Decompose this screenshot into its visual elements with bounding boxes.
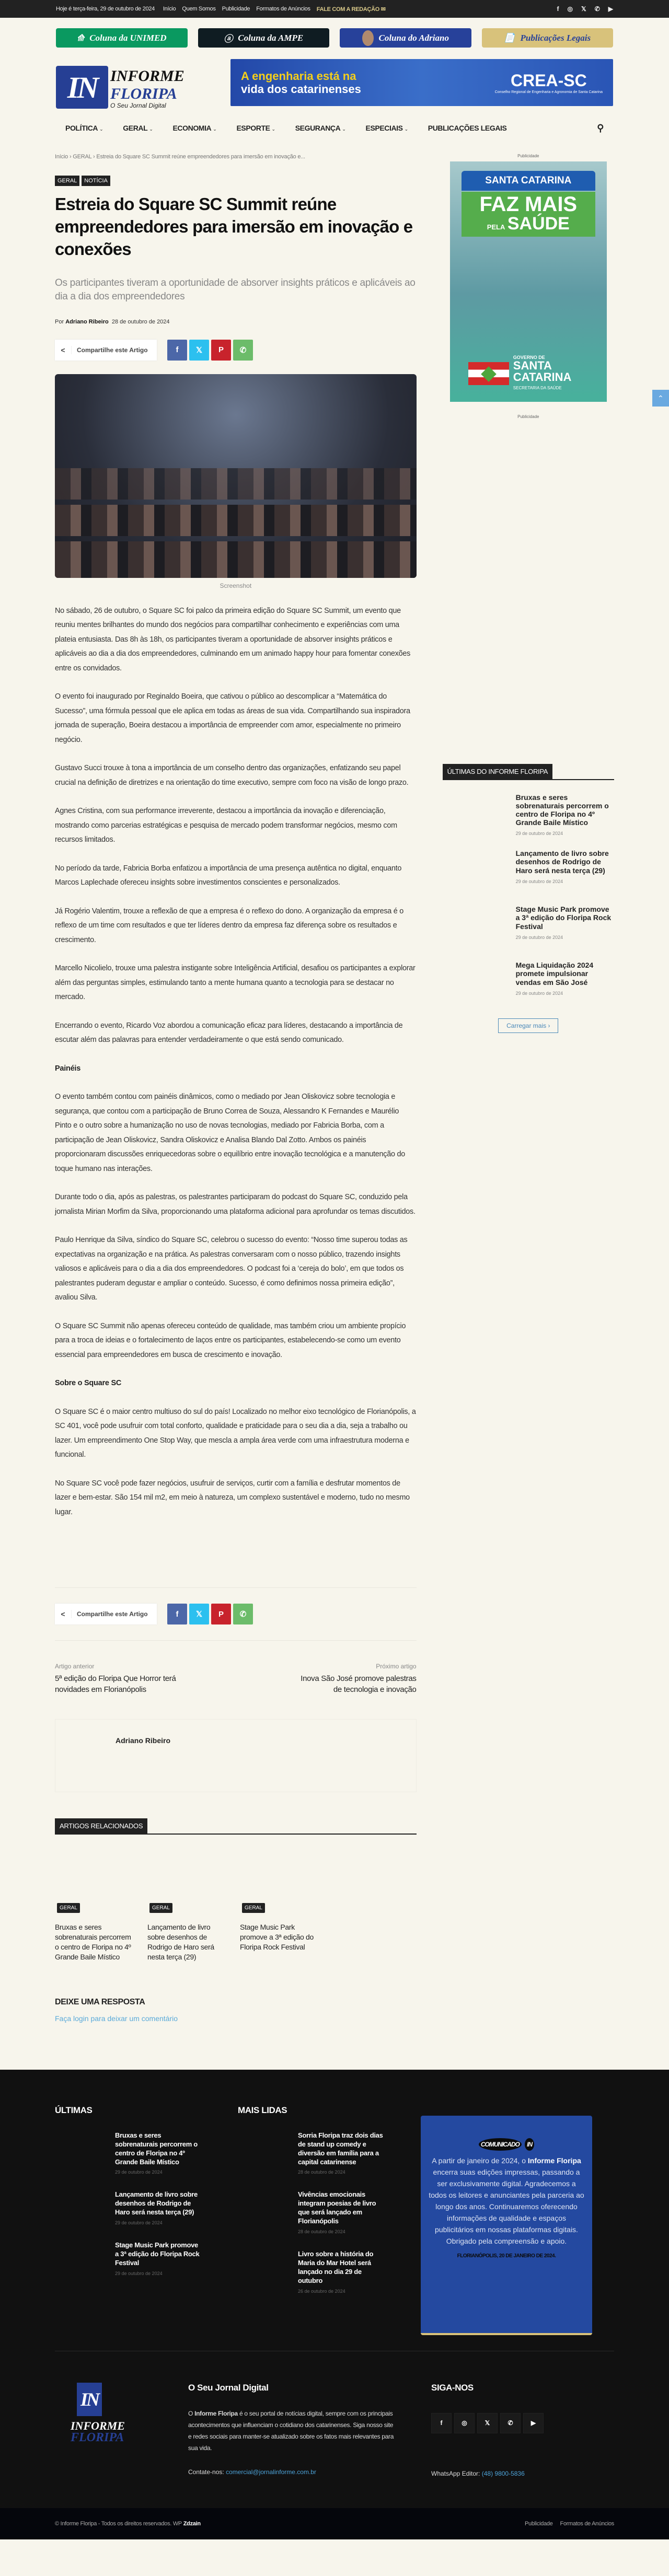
- tag-geral[interactable]: GERAL: [55, 176, 79, 186]
- footer-about: O Seu Jornal Digital O Informe Floripa é o seu portal de notícias digital, sempre com os principais acontecimentos que influenciam o cotidiano dos catarinenses. Siga nosso site e redes sociais para manter-se atualizado sobre os fatos mais relevantes para sua vida. Contate-nos: comercial@jornalinforme.com.br: [188, 2382, 394, 2476]
- list-item[interactable]: Sorria Floripa traz dois dias de stand up comedy e diversão em família para a capital catarinense 28 de outubro de 2024: [298, 2131, 383, 2175]
- list-item[interactable]: Lançamento de livro sobre desenhos de Rodrigo de Haro será nesta terça (29) 29 de outubro de 2024: [115, 2190, 198, 2226]
- related-item[interactable]: GERAL Stage Music Park promove a 3ª edição do Floripa Rock Festival: [240, 1902, 321, 1962]
- byline: Por Adriano Ribeiro 28 de outubro de 2024: [55, 318, 170, 325]
- author-box: [55, 1719, 417, 1792]
- share-pinterest-button[interactable]: P: [211, 1604, 231, 1624]
- ad-label: Publicidade: [517, 414, 539, 419]
- column-ampe-button[interactable]: ⓐ Coluna da AMPE: [198, 28, 330, 48]
- previous-article-link[interactable]: Artigo anterior 5ª edição do Floripa Que Horror terá novidades em Florianópolis: [55, 1663, 176, 1695]
- page-title: Estreia do Square SC Summit reúne empreendedores para imersão em inovação e conexões: [55, 194, 413, 259]
- list-item[interactable]: Vivências emocionais integram poesias de livro que será lançado em Florianópolis 28 de outubro de 2024: [298, 2190, 376, 2235]
- search-icon[interactable]: ⚲: [597, 122, 604, 133]
- article: [55, 150, 417, 2023]
- paragraph: Paulo Henrique da Silva, síndico do Square SC, celebrou o sucesso do evento: “Nosso time superou todas as expectativas na organização e na prática. As palestras conversaram com o nosso público, trazendo insights valiosos e aplicáveis para o dia a dia dos empreendedores. O podcast foi a ‘cereja do bolo’, em que todos os palestrantes puderam degustar e ampliar o conteúdo. Sucesso, é como definimos nossa primeira edição”, avaliou Silva.: [55, 1236, 408, 1302]
- footer-logo[interactable]: IN INFORME FLORIPA: [55, 2383, 159, 2508]
- copyright-text: © Informe Floripa - Todos os direitos reservados. WP: [55, 2520, 182, 2527]
- divider: [55, 1587, 417, 1588]
- paragraph: Durante todo o dia, após as palestras, os palestrantes participaram do podcast do Square SC, conduzido pela jornalista Mirian Morfim da Silva, proporcionando uma plataforma adicional para aprofundar os temas discutidos.: [55, 1193, 416, 1216]
- crea-banner-ad[interactable]: [230, 59, 613, 106]
- load-more-button[interactable]: Carregar mais ›: [498, 1018, 558, 1033]
- share-label: Compartilhe este Artigo: [77, 1610, 148, 1618]
- share-bar-top: [55, 340, 417, 361]
- paragraph: Encerrando o evento, Ricardo Voz abordou a comunicação eficaz para líderes, destacando a importância de escutar além das palavras para entender verdadeiramente o que está sendo comunicado.: [55, 1021, 403, 1045]
- scroll-to-top-button[interactable]: ⌃: [652, 390, 669, 407]
- share-x-button[interactable]: 𝕏: [189, 1604, 209, 1624]
- top-link-quem-somos[interactable]: Quem Somos: [182, 6, 216, 12]
- footer-latest: [55, 2096, 212, 2335]
- current-date: Hoje é terça-feira, 29 de outubro de 2024: [56, 6, 155, 12]
- list-item[interactable]: Bruxas e seres sobrenaturais percorrem o centro de Floripa no 4º Grande Baile Místico 29 de outubro de 2024: [115, 2131, 198, 2175]
- banner-brand: CREA-SC: [510, 71, 587, 90]
- column-unimed-button[interactable]: ⟰ Coluna da UNIMED: [56, 28, 188, 48]
- banner-line1: A engenharia está na: [241, 69, 356, 83]
- header-brand: [0, 59, 669, 109]
- footer: [0, 2070, 669, 2508]
- list-item[interactable]: Bruxas e seres sobrenaturais percorrem o centro de Floripa no 4º Grande Baile Místico 29 de outubro de 2024: [515, 793, 609, 837]
- contact-email-link[interactable]: comercial@jornalinforme.com.br: [226, 2468, 316, 2476]
- facebook-icon[interactable]: f: [431, 2413, 452, 2433]
- paragraph: O Square SC Summit não apenas ofereceu conteúdo de qualidade, mas também criou um ambiente propício para a troca de ideias e o fortalecimento de laços entre os participantes, estabelecendo-se como um evento essencial para empreendedores em busca de crescimento e inovação.: [55, 1321, 406, 1359]
- footer-most-read-title: MAIS LIDAS: [238, 2105, 287, 2115]
- paragraph: O evento também contou com painéis dinâmicos, como o mediado por Jean Oliskovicz sobre tecnologia e segurança, que contou com a participação de Bruno Correa de Souza, Alessandro K Fernandes e Maurélio Pinto e o outro sobre a humanização no uso de novas tecnologias, mediado por Fabricia Borba, com a participação de Jean Oliskovicz, Sandra Oliskovicz e Analisa Blando Dal Zotto. Ambos os painéis proporcionaram discussões enriquecedoras sobre o equilíbrio entre inovação tecnológica e a manutenção do toque humano nas interações.: [55, 1093, 405, 1173]
- article-date: 28 de outubro de 2024: [111, 318, 170, 325]
- top-bar: [0, 0, 669, 18]
- paragraph: Já Rogério Valentim, trouxe a reflexão de que a empresa é o reflexo do dono. A organização da empresa é o reflexo de um time com resultados e que ter líderes dentro da empresa faz diferença sobre os resultados e crescimento.: [55, 907, 404, 944]
- share-whatsapp-button[interactable]: ✆: [233, 1604, 253, 1624]
- article-body: [55, 604, 417, 1520]
- sc-flag-icon: [468, 362, 509, 385]
- login-to-comment-link[interactable]: Faça login para deixar um comentário: [55, 2014, 178, 2023]
- reply-title: DEIXE UMA RESPOSTA: [55, 1997, 145, 2006]
- x-icon[interactable]: 𝕏: [581, 5, 586, 13]
- related-item[interactable]: GERAL Bruxas e seres sobrenaturais percorrem o centro de Floripa no 4º Grande Baile Místico: [55, 1902, 136, 1962]
- share-facebook-button[interactable]: f: [167, 340, 187, 361]
- tag-noticia[interactable]: NOTÍCIA: [82, 176, 110, 186]
- youtube-icon[interactable]: ▶: [608, 5, 613, 13]
- share-icon: <: [55, 1610, 72, 1618]
- paragraph: O evento foi inaugurado por Reginaldo Boeira, que cativou o público ao descomplicar a “Matemática do Sucesso”, uma fórmula pessoal que ele aplica em todas as áreas de sua vida. Compartilhando sua inspiradora jornada de superação, Boeira destacou a importância de empreender com amor, especialmente no primeiro negócio.: [55, 692, 410, 744]
- whatsapp-icon[interactable]: ✆: [500, 2413, 521, 2433]
- whatsapp-phone-link[interactable]: (48) 9800-5836: [481, 2469, 525, 2477]
- paragraph: Marcello Nicolielo, trouxe uma palestra instigante sobre Inteligência Artificial, desafiou os participantes a explorar além das perguntas simples, estimulando tanto a mente humana quanto a tecnologia para se destacar no mercado.: [55, 964, 416, 1002]
- nav-economia[interactable]: ECONOMIA ⌄: [172, 124, 217, 132]
- list-item[interactable]: Lançamento de livro sobre desenhos de Rodrigo de Haro será nesta terça (29) 29 de outubro de 2024: [515, 849, 609, 884]
- next-article-link[interactable]: Próximo artigo Inova São José promove palestras de tecnologia e inovação: [301, 1663, 417, 1695]
- banner-brand-sub: Conselho Regional de Engenharia e Agronomia de Santa Catarina: [494, 90, 603, 94]
- top-link-fale-redacao[interactable]: FALE COM A REDAÇÃO ✉: [316, 6, 386, 13]
- column-adriano-button[interactable]: Coluna do Adriano: [340, 28, 471, 48]
- nav-especiais[interactable]: ESPECIAIS ⌄: [365, 124, 408, 132]
- share-x-button[interactable]: 𝕏: [189, 340, 209, 361]
- youtube-icon[interactable]: ▶: [523, 2413, 544, 2433]
- logo-line2: FLORIPA: [110, 85, 177, 102]
- instagram-icon[interactable]: ◎: [567, 5, 573, 13]
- paragraph: No Square SC você pode fazer negócios, usufruir de serviços, curtir com a família e desfrutar momentos de lazer e bem-estar. São 154 mil m2, em meio à natureza, um complexo sustentável e moderno, tudo no mesmo lugar.: [55, 1479, 410, 1516]
- ad-label: Publicidade: [517, 154, 539, 158]
- paragraph: Agnes Cristina, com sua performance irreverente, destacou a importância da inovação e diferenciação, mostrando como parcerias estratégicas e pesquisa de mercado podem transformar negócios, mesmo com recursos limitados.: [55, 807, 397, 844]
- site-logo[interactable]: [56, 59, 192, 109]
- document-icon: 📄: [504, 32, 515, 43]
- paragraph: Gustavo Succi trouxe à tona a importância de um conselho dentro das organizações, enfatizando seu papel crucial na definição de diretrizes e na orientação do time executivo, sempre com foco na visão de longo prazo.: [55, 764, 409, 787]
- x-icon[interactable]: 𝕏: [477, 2413, 498, 2433]
- latest-title: ÚLTIMAS DO INFORME FLORIPA: [443, 764, 553, 779]
- footer-link-formatos[interactable]: Formatos de Anúncios: [560, 2520, 614, 2527]
- share-icon: <: [55, 346, 72, 354]
- developer-link[interactable]: Zdzain: [183, 2520, 201, 2527]
- main-nav: [0, 115, 669, 141]
- post-navigation: [55, 1663, 417, 1695]
- footer-most-read: [238, 2096, 395, 2335]
- related-articles: [55, 1902, 417, 1962]
- nav-esporte[interactable]: ESPORTE ⌄: [236, 124, 275, 132]
- logo-mark: IN: [525, 2138, 534, 2151]
- list-item[interactable]: Livro sobre a história do Maria do Mar Hotel será lançado no dia 29 de outubro 26 de outubro de 2024: [298, 2250, 374, 2294]
- share-facebook-button[interactable]: f: [167, 1604, 187, 1624]
- banner-line2: vida dos catarinenses: [241, 83, 361, 96]
- list-item[interactable]: Mega Liquidação 2024 promete impulsionar vendas em São José 29 de outubro de 2024: [515, 961, 594, 996]
- paragraph: O Square SC é o maior centro multiuso do sul do país! Localizado no melhor eixo tecnológico de Florianópolis, a SC 401, você pode usufruir com total conforto, qualidade e praticidade para o seu dia a dia, seja a trabalho ou lazer. Um empreendimento One Stop Way, que mescla a ampla área verde com uma infraestrutura moderna e funcional.: [55, 1407, 416, 1459]
- section-heading: Painéis: [55, 1064, 81, 1073]
- unimed-icon: ⟰: [76, 32, 85, 43]
- facebook-icon[interactable]: f: [557, 5, 559, 13]
- author-name[interactable]: Adriano Ribeiro: [116, 1736, 171, 1745]
- article-photo: [55, 374, 417, 578]
- share-pinterest-button[interactable]: P: [211, 340, 231, 361]
- related-title: ARTIGOS RELACIONADOS: [55, 1818, 147, 1834]
- paragraph: No período da tarde, Fabricia Borba enfatizou a importância de uma presença autêntica no digital, enquanto Marcos Laplechade ofereceu insights sobre investimentos conscientes e personalizados.: [55, 864, 402, 887]
- footer-latest-title: ÚLTIMAS: [55, 2105, 93, 2115]
- copyright-bar: [0, 2508, 669, 2539]
- logo-tagline: O Seu Jornal Digital: [110, 101, 166, 109]
- logo-line1: INFORME: [110, 67, 184, 85]
- breadcrumb-current: Estreia do Square SC Summit reúne empreendedores para imersão em inovação e...: [96, 154, 305, 160]
- logo-mark: IN: [56, 66, 108, 109]
- share-label: Compartilhe este Artigo: [77, 346, 148, 354]
- paragraph: No sábado, 26 de outubro, o Square SC foi palco da primeira edição do Square SC Summit, um evento que reuniu mentes brilhantes do mundo dos negócios para compartilhar conhecimento e experiências com uma plateia entusiasta. Das 8h às 18h, os participantes tiveram a oportunidade de absorver insights práticos e aplicáveis ao dia a dia dos empreendedores, culminando em um animado happy hour para fomentar conexões entre os convidados.: [55, 606, 411, 672]
- article-subtitle: Os participantes tiveram a oportunidade de absorver insights práticos e aplicáveis ao dia a dia dos empreendedores: [55, 277, 416, 303]
- social-links: [557, 5, 613, 13]
- breadcrumb: Início › GERAL › Estreia do Square SC Summit reúne empreendedores para imersão em inovação e...: [55, 154, 305, 160]
- section-heading: Sobre o Square SC: [55, 1379, 122, 1388]
- share-bar-bottom: [55, 1604, 417, 1624]
- nav-seguranca[interactable]: SEGURANÇA ⌄: [295, 124, 346, 132]
- latest-widget: [443, 764, 614, 1033]
- nav-politica[interactable]: POLÍTICA ⌄: [65, 124, 103, 132]
- nav-publicacoes-legais[interactable]: PUBLICAÇÕES LEGAIS: [428, 124, 507, 132]
- list-item[interactable]: Stage Music Park promove a 3ª edição do Floripa Rock Festival 29 de outubro de 2024: [115, 2241, 200, 2276]
- footer-social: SIGA-NOS f ◎ 𝕏 ✆ ▶ WhatsApp Editor: (48) 9800-5836: [431, 2383, 544, 2508]
- divider: [55, 1640, 417, 1641]
- whatsapp-icon[interactable]: ✆: [594, 5, 600, 13]
- related-header: [55, 1818, 417, 1835]
- health-ad[interactable]: SANTA CATARINA FAZ MAIS PELA SAÚDE GOVERNO DE SANTA CATARINA SECRETARIA DA SAÚDE: [450, 161, 607, 402]
- nav-geral[interactable]: GERAL ⌄: [123, 124, 153, 132]
- column-publicacoes-button[interactable]: 📄 Publicações Legais: [482, 28, 614, 48]
- share-whatsapp-button[interactable]: ✆: [233, 340, 253, 361]
- ampe-icon: ⓐ: [224, 34, 233, 44]
- related-item[interactable]: GERAL Lançamento de livro sobre desenhos de Rodrigo de Haro será nesta terça (29): [147, 1902, 228, 1962]
- photo-caption: Screenshot: [220, 582, 252, 589]
- sidebar: [443, 150, 614, 2023]
- top-link-publicidade[interactable]: Publicidade: [222, 6, 250, 12]
- author-link[interactable]: Adriano Ribeiro: [65, 318, 109, 325]
- top-link-inicio[interactable]: Início: [163, 6, 176, 12]
- breadcrumb-inicio[interactable]: Início: [55, 154, 68, 160]
- avatar: [362, 30, 374, 46]
- top-link-formatos[interactable]: Formatos de Anúncios: [256, 6, 310, 12]
- footer-link-publicidade[interactable]: Publicidade: [524, 2520, 553, 2527]
- column-buttons: [0, 28, 669, 48]
- list-item[interactable]: Stage Music Park promove a 3ª edição do Floripa Rock Festival 29 de outubro de 2024: [515, 905, 612, 940]
- comunicado-notice: COMUNICADO IN A partir de janeiro de 2024, o Informe Floripa encerra suas edições impressas, passando a ser exclusivamente digital. Agradecemos a todos os leitores e anunciantes pela parceria ao longo dos anos. Continuaremos oferecendo informações de qualidade e espaços publicitários em nossas plataformas digitais. Obrigado pela compreensão e apoio. FLORIANÓPOLIS, 20 DE JANEIRO DE 2024.: [421, 2116, 592, 2335]
- breadcrumb-geral[interactable]: GERAL: [73, 154, 92, 160]
- instagram-icon[interactable]: ◎: [454, 2413, 475, 2433]
